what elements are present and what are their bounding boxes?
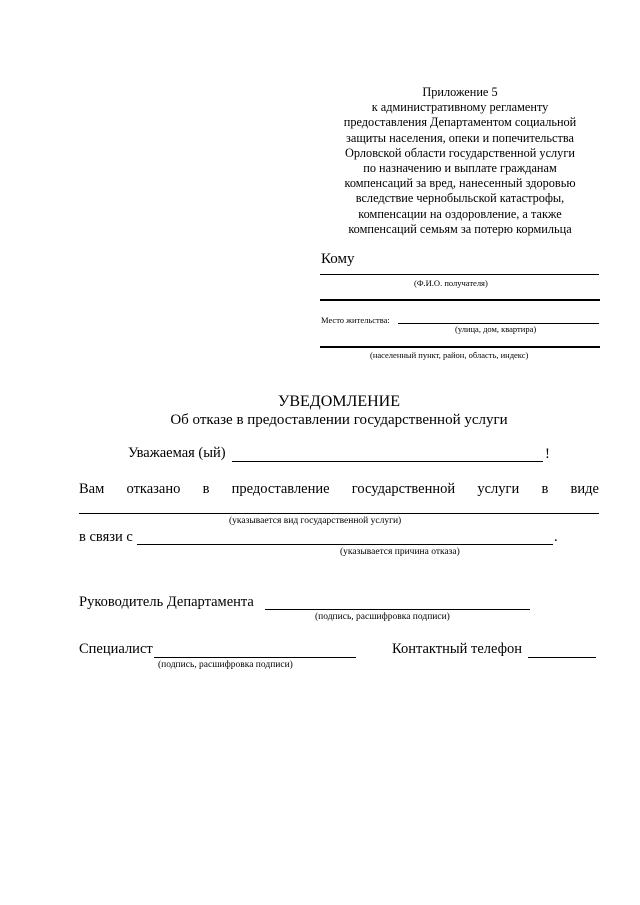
specialist-signature-line xyxy=(154,657,356,658)
appendix-line: предоставления Департаментом социальной xyxy=(343,115,577,130)
reason-caption: (указывается причина отказа) xyxy=(340,547,460,557)
refusal-word: услуги xyxy=(477,481,520,497)
head-signature-line xyxy=(265,609,530,610)
refusal-word: виде xyxy=(570,481,599,497)
residence-locality-caption: (населенный пункт, район, область, индекс) xyxy=(370,350,529,360)
recipient-extra-line xyxy=(320,299,600,301)
reason-line xyxy=(137,544,553,545)
residence-label: Место жительства: xyxy=(321,315,390,325)
head-signature-caption: (подпись, расшифровка подписи) xyxy=(315,612,450,622)
appendix-line: компенсации на оздоровление, а также xyxy=(358,206,562,221)
appendix-line: компенсаций за вред, нанесенный здоровью xyxy=(344,176,576,191)
appendix-line: Орловской области государственной услуги xyxy=(345,145,575,160)
recipient-name-line xyxy=(320,274,599,275)
residence-locality-line xyxy=(320,346,600,348)
salutation-label: Уважаемая (ый) xyxy=(128,445,226,461)
residence-street-caption: (улица, дом, квартира) xyxy=(455,324,537,334)
appendix-line: защиты населения, опеки и попечительства xyxy=(346,130,574,145)
specialist-signature-caption: (подпись, расшифровка подписи) xyxy=(158,660,293,670)
head-label: Руководитель Департамента xyxy=(79,594,254,610)
refusal-sentence xyxy=(79,481,599,498)
reason-end: . xyxy=(554,529,558,545)
reason-label: в связи с xyxy=(79,529,133,545)
appendix-line: Приложение 5 xyxy=(422,85,498,99)
specialist-label: Специалист xyxy=(79,641,153,657)
phone-label: Контактный телефон xyxy=(392,641,523,657)
service-type-line xyxy=(79,513,599,514)
to-label: Кому xyxy=(321,251,355,267)
appendix-line: вследствие чернобыльской катастрофы, xyxy=(355,191,565,206)
appendix-block xyxy=(320,85,600,237)
appendix-line: компенсаций семьям за потерю кормильца xyxy=(348,221,572,236)
recipient-name-caption: (Ф.И.О. получателя) xyxy=(414,278,488,288)
refusal-word: предоставление xyxy=(231,481,330,497)
notice-subtitle: Об отказе в предоставлении государственной услуги xyxy=(170,412,508,428)
refusal-word: отказано xyxy=(126,481,181,497)
phone-line xyxy=(528,657,596,658)
refusal-word: государственной xyxy=(351,481,456,497)
refusal-word: в xyxy=(541,481,549,497)
salutation-line xyxy=(232,461,543,462)
refusal-word: в xyxy=(202,481,210,497)
notice-title: УВЕДОМЛЕНИЕ xyxy=(278,393,400,410)
refusal-word: Вам xyxy=(79,481,105,497)
service-type-caption: (указывается вид государственной услуги) xyxy=(229,516,402,526)
appendix-line: к административному регламенту xyxy=(371,100,549,115)
salutation-exclamation: ! xyxy=(545,446,550,462)
appendix-line: по назначению и выплате гражданам xyxy=(363,161,557,176)
